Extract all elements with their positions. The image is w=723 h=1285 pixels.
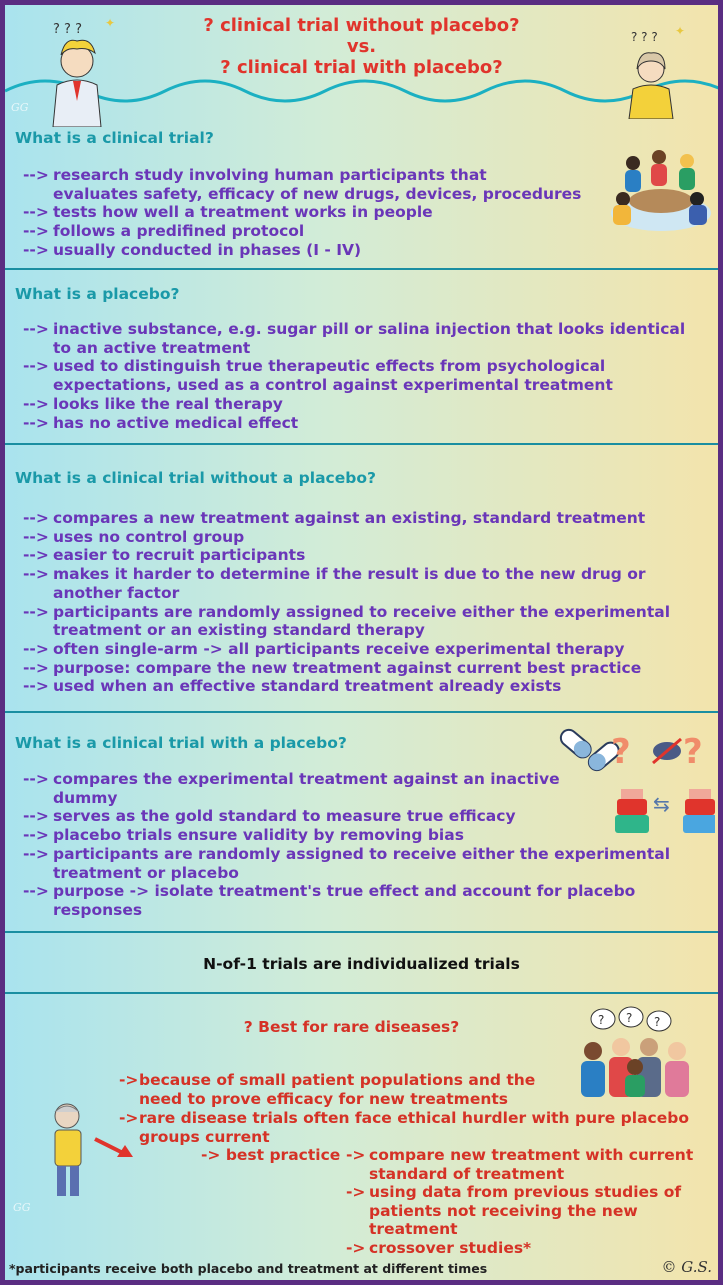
best-text: using data from previous studies of patients not receiving the new treatment <box>369 1183 682 1239</box>
bullet-item <box>23 659 670 678</box>
best-arrow: -> <box>346 1239 366 1257</box>
old-man-illustration <box>43 1100 93 1200</box>
rare-arrow: -> <box>119 1109 139 1127</box>
bullet-text: participants are randomly assigned to receive either the experimental treatment or placebo <box>53 844 671 882</box>
bullet-arrow: --> <box>23 658 49 677</box>
bullet-arrow: --> <box>23 565 49 584</box>
bullet-item <box>23 241 581 260</box>
bullet-item <box>23 395 685 414</box>
bullet-item <box>23 320 685 357</box>
svg-text:?: ? <box>654 1015 661 1029</box>
bullet-text: participants are randomly assigned to receive either the experimental treatment or an existing standard therapy <box>53 602 671 640</box>
rare-heading: ? Best for rare diseases? <box>243 1018 460 1036</box>
bullet-list-clinical-trial <box>23 166 581 260</box>
section-heading-clinical-trial: What is a clinical trial? <box>15 129 214 147</box>
watermark: GG <box>11 101 29 114</box>
svg-text:?: ? <box>598 1013 605 1027</box>
bullet-item <box>23 166 581 203</box>
bullet-arrow: --> <box>23 546 49 565</box>
confused-woman-illustration <box>611 25 691 119</box>
bullet-arrow: --> <box>23 882 49 901</box>
bullet-arrow: --> <box>23 357 49 376</box>
section-divider <box>5 268 718 270</box>
bullet-arrow: --> <box>23 602 49 621</box>
bullet-item <box>23 603 670 640</box>
bullet-arrow: --> <box>23 844 49 863</box>
bullet-item <box>23 414 685 433</box>
bullet-arrow: --> <box>23 222 49 241</box>
bullet-item <box>23 222 581 241</box>
section-divider <box>5 931 718 933</box>
svg-text:?: ? <box>611 732 631 772</box>
best-practice-label: -> best practice <box>201 1146 341 1164</box>
bullet-list-placebo <box>23 320 685 432</box>
section-divider <box>5 711 718 713</box>
section-heading-with-placebo: What is a clinical trial with a placebo? <box>15 734 347 752</box>
bullet-item <box>23 882 670 919</box>
bullet-arrow: --> <box>23 527 49 546</box>
bullet-text: tests how well a treatment works in people <box>53 203 433 222</box>
bullet-text: placebo trials ensure validity by removing bias <box>53 826 464 845</box>
bullet-text: compares a new treatment against an existing, standard treatment <box>53 509 646 527</box>
section-divider <box>5 992 718 994</box>
bullet-text: serves as the gold standard to measure true efficacy <box>53 807 516 826</box>
bullet-arrow: --> <box>23 677 49 696</box>
bullet-item <box>23 528 670 547</box>
team-meeting-illustration <box>609 143 713 235</box>
bullet-text: has no active medical effect <box>53 413 299 432</box>
bullet-text: easier to recruit participants <box>53 546 306 565</box>
best-text: compare new treatment with current standard of treatment <box>369 1146 694 1183</box>
rare-text: because of small patient populations and the need to prove efficacy for new treatments <box>139 1071 536 1108</box>
bullet-text: usually conducted in phases (I - IV) <box>53 240 362 259</box>
svg-text:✦: ✦ <box>105 17 116 30</box>
bullet-text: used to distinguish true therapeutic effects from psychological expectations, used as a control against experimental treatment <box>53 357 613 395</box>
bullet-arrow: --> <box>23 394 49 413</box>
svg-text:?: ? <box>683 732 703 772</box>
bullet-arrow: --> <box>23 203 49 222</box>
bullet-item <box>23 509 670 528</box>
signature: © G.S. <box>661 1258 712 1276</box>
bullet-arrow: --> <box>23 770 49 788</box>
thinking-people-illustration <box>573 1005 701 1099</box>
bullet-text: follows a predifined protocol <box>53 222 305 241</box>
bullet-arrow: --> <box>23 509 49 527</box>
bullet-arrow: --> <box>23 639 49 658</box>
bullet-arrow: --> <box>23 166 49 184</box>
bullet-item <box>23 203 581 222</box>
title-line-1: ? clinical trial without placebo? <box>203 15 520 36</box>
footnote: *participants receive both placebo and treatment at different times <box>9 1261 488 1276</box>
section-divider <box>5 443 718 445</box>
red-arrow-icon <box>93 1135 137 1161</box>
svg-text:? ? ?: ? ? ? <box>631 30 658 44</box>
title-line-2: vs. <box>346 36 377 57</box>
svg-text:✦: ✦ <box>675 25 686 38</box>
bullet-item <box>23 357 685 394</box>
bullet-text: purpose -> isolate treatment's true effect and account for placebo responses <box>53 882 636 919</box>
bullet-item <box>23 640 670 659</box>
bullet-item <box>23 677 670 696</box>
svg-text:? ? ?: ? ? ? <box>53 22 82 37</box>
watermark: GG <box>13 1201 31 1214</box>
bullet-arrow: --> <box>23 320 49 338</box>
best-text: crossover studies* <box>369 1239 532 1257</box>
bullet-text: used when an effective standard treatment already exists <box>53 677 562 696</box>
bullet-text: research study involving human participants that evaluates safety, efficacy of new drugs, devices, procedures <box>53 166 582 203</box>
bullet-list-without-placebo <box>23 509 670 696</box>
section-heading-without-placebo: What is a clinical trial without a placebo? <box>15 469 376 487</box>
confused-man-illustration <box>43 17 123 127</box>
bullet-item <box>23 546 670 565</box>
nof1-statement: N-of-1 trials are individualized trials <box>203 955 520 973</box>
bullet-arrow: --> <box>23 240 49 259</box>
bullet-text: purpose: compare the new treatment against current best practice <box>53 658 642 677</box>
svg-text:⇆: ⇆ <box>653 792 670 816</box>
bullet-arrow: --> <box>23 413 49 432</box>
bullet-text: makes it harder to determine if the result is due to the new drug or another factor <box>53 565 646 602</box>
title-line-3: ? clinical trial with placebo? <box>220 57 503 78</box>
section-heading-placebo: What is a placebo? <box>15 285 180 303</box>
best-arrow: -> <box>346 1183 366 1201</box>
rare-arrow: -> <box>119 1071 139 1089</box>
bullet-item <box>23 565 670 602</box>
bullet-arrow: --> <box>23 826 49 845</box>
bullet-text: often single-arm -> all participants receive experimental therapy <box>53 639 625 658</box>
svg-text:?: ? <box>626 1011 633 1025</box>
bullet-text: inactive substance, e.g. sugar pill or salina injection that looks identical to an active treatment <box>53 320 686 357</box>
bullet-text: compares the experimental treatment against an inactive dummy <box>53 770 560 807</box>
bullet-text: looks like the real therapy <box>53 394 283 413</box>
pills-placebo-illustration <box>555 717 715 835</box>
rare-text: rare disease trials often face ethical hurdler with pure placebo groups current <box>139 1109 689 1146</box>
infographic-frame <box>5 5 718 1280</box>
best-arrow: -> <box>346 1146 366 1164</box>
bullet-text: uses no control group <box>53 527 245 546</box>
bullet-item <box>23 845 670 882</box>
bullet-arrow: --> <box>23 807 49 826</box>
